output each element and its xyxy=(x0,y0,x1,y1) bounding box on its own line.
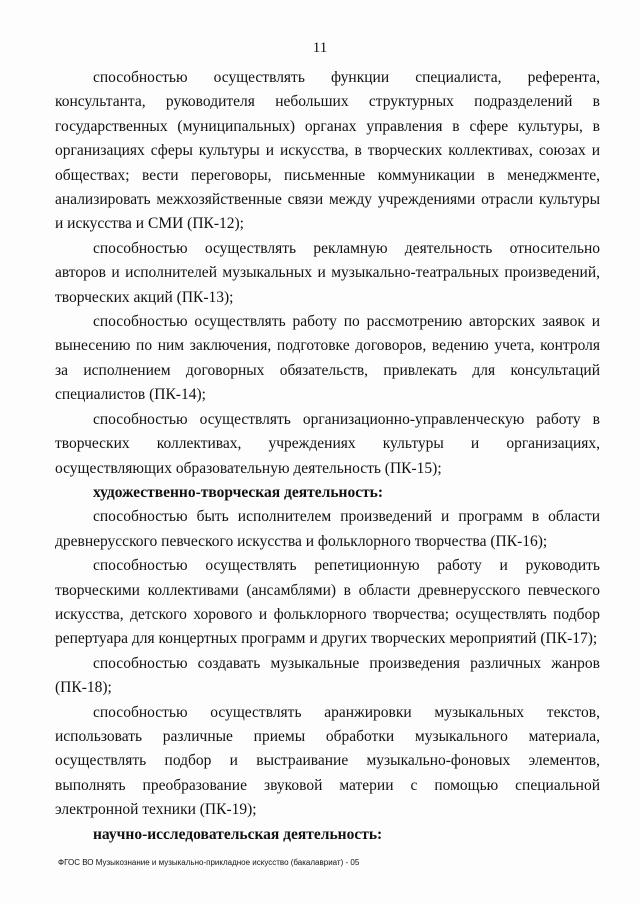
paragraph-pk-13: способностью осуществлять рекламную деятельность относительно авторов и исполнителей музыкальных и музыкально-театральных произведений, творческих акций (ПК-13); xyxy=(55,239,600,306)
page-footer: ФГОС ВО Музыкознание и музыкально-прикладное искусство (бакалавриат) - 05 xyxy=(58,858,360,867)
paragraph-pk-18: способностью создавать музыкальные произведения различных жанров (ПК-18); xyxy=(55,654,600,697)
paragraph-pk-15: способностью осуществлять организационно-управленческую работу в творческих коллективах, учреждениях культуры и организациях, осуществляющих образовательную деятельность (ПК-15); xyxy=(55,410,600,477)
document-body xyxy=(55,66,600,847)
paragraph-pk-17: способностью осуществлять репетиционную работу и руководить творческими коллективами (ансамблями) в области древнерусского певческого искусства, детского хорового и фольклорного творчества; осуществлять подбор репертуара для концертных программ и других творческих мероприятий (ПК-17); xyxy=(55,557,600,648)
paragraph-pk-16: способностью быть исполнителем произведений и программ в области древнерусского певческого искусства и фольклорного творчества (ПК-16); xyxy=(55,508,600,550)
page-number: 11 xyxy=(312,40,328,56)
paragraph-pk-12: способностью осуществлять функции специалиста, референта, консультанта, руководителя небольших структурных подразделений в государственных (муниципальных) органах управления в сфере культуры, в организациях сферы культуры и искусства, в творческих коллективах, союзах и обществах; вести переговоры, письменные коммуникации в менеджменте, анализировать межхозяйственные связи между учреждениями отрасли культуры и искусства и СМИ (ПК-12); xyxy=(55,69,600,233)
paragraph-pk-19: способностью осуществлять аранжировки музыкальных текстов, использовать различные приемы обработки музыкального материала, осуществлять подбор и выстраивание музыкально-фоновых элементов, выполнять преобразование звуковой материи с помощью специальной электронной техники (ПК-19); xyxy=(55,703,600,819)
paragraph-pk-14: способностью осуществлять работу по рассмотрению авторских заявок и вынесению по ним заключения, подготовке договоров, ведению учета, контроля за исполнением договорных обязательств, привлекать для консультаций специалистов (ПК-14); xyxy=(55,313,600,404)
section-heading-artistic: художественно-творческая деятельность: xyxy=(93,483,384,501)
section-heading-research: научно-исследовательская деятельность: xyxy=(93,825,383,843)
